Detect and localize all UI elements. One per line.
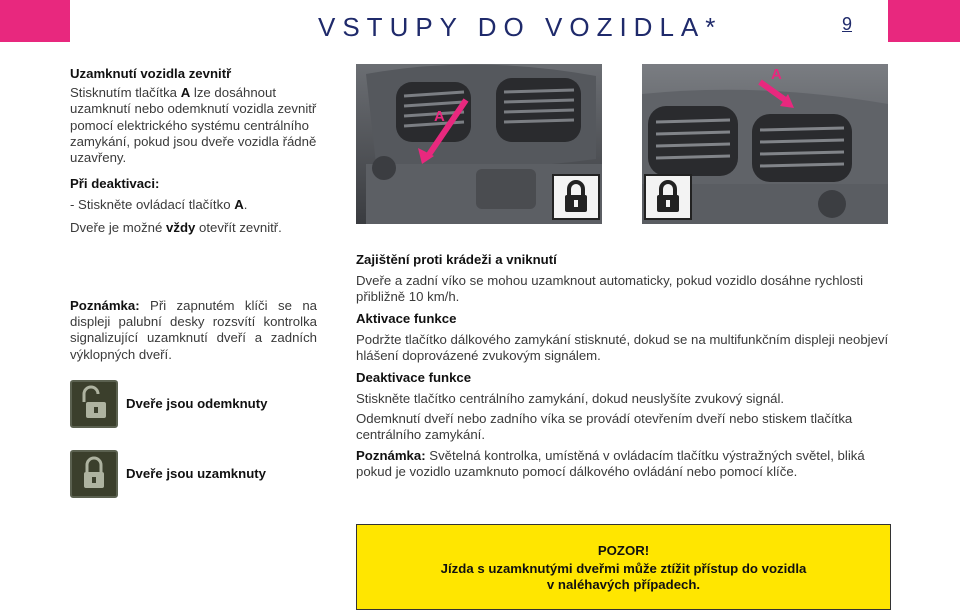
step-2-text-b: otevřít zevnitř. <box>199 219 282 235</box>
dashboard-photo-left <box>356 64 602 224</box>
lock-inside-paragraph <box>70 85 320 166</box>
deactivation-step-1 <box>70 197 320 213</box>
padlock-icon <box>646 176 690 218</box>
lock-button-left <box>552 174 600 220</box>
indicator-unlocked <box>70 380 118 428</box>
step-2-text-a: Dveře je možné <box>70 219 163 235</box>
note-left-text: Při zapnutém klíči se na displeji palubní desky rozsvítí kontrolka signalizující uzamknutí dveří a zadních výklopných dveří. <box>70 298 317 362</box>
step-2-bold: vždy <box>166 219 196 235</box>
locked-padlock-icon <box>72 452 116 496</box>
lock-inside-section <box>70 66 320 236</box>
lock-button-right <box>644 174 692 220</box>
lock-inside-heading: Uzamknutí vozidla zevnitř <box>70 66 232 81</box>
page-tab-right <box>888 0 960 42</box>
activation-text: Podržte tlačítko dálkového zamykání stisknuté, dokud se na multifunkčním displeji neobjeví hlášení doprovázené zvukovým signálem. <box>356 331 889 364</box>
indicator-unlocked-label: Dveře jsou odemknuty <box>126 396 268 411</box>
deactivation-step-2 <box>70 220 320 236</box>
lock-inside-text-1: Stisknutím tlačítka <box>70 85 178 101</box>
button-a-ref: A <box>180 85 191 101</box>
theft-protection-section <box>356 252 891 480</box>
deactivation-heading: Při deaktivaci: <box>70 176 160 192</box>
warning-line-2: v naléhavých případech. <box>546 577 701 592</box>
theft-heading: Zajištění proti krádeži a vniknutí <box>356 252 557 267</box>
page-number: 9 <box>842 14 853 34</box>
step-1-key: A <box>234 197 244 213</box>
theft-deactivation-text-1: Stiskněte tlačítko centrálního zamykání, dokud neuslyšíte zvukový signál. <box>356 391 785 407</box>
activation-heading: Aktivace funkce <box>356 310 457 326</box>
warning-line-1: Jízda s uzamknutými dveřmi může ztížit přístup do vozidla <box>440 561 807 576</box>
theft-text: Dveře a zadní víko se mohou uzamknout automaticky, pokud vozidlo dosáhne rychlosti přibližně 10 km/h. <box>356 273 864 305</box>
padlock-icon <box>554 176 598 218</box>
indicator-locked <box>70 450 118 498</box>
theft-deactivation-text-2: Odemknutí dveří nebo zadního víka se provádí otevřením dveří nebo stiskem tlačítka centrálního zamykání. <box>356 410 853 442</box>
page-title: VSTUPY DO VOZIDLA* <box>318 12 723 42</box>
dashboard-photo-right <box>642 64 888 224</box>
page-tab-left <box>0 0 70 42</box>
note-left-label: Poznámka: <box>70 298 140 313</box>
step-1-end: . <box>243 197 248 213</box>
theft-note-label: Poznámka: <box>356 448 426 464</box>
lock-inside-text-2: lze dosáhnout uzamknutí nebo odemknutí vozidla zevnitř pomocí elektrického systému centrálního zamykání, pokud jsou dveře vozidla řádně uzavřeny. <box>70 85 317 166</box>
theft-note-text: Světelná kontrolka, umístěná v ovládacím tlačítku výstražných světel, bliká pokud je vozidlo uzamknuto pomocí dálkového ovládání nebo pomocí klíče. <box>356 448 865 480</box>
warning-title: POZOR! <box>597 543 650 558</box>
unlocked-padlock-icon <box>72 382 116 426</box>
theft-deactivation-heading: Deaktivace funkce <box>356 370 472 386</box>
theft-note <box>356 448 891 480</box>
note-left <box>70 298 317 363</box>
warning-box <box>356 524 891 610</box>
indicator-locked-label: Dveře jsou uzamknuty <box>126 466 266 481</box>
callout-label-left: A <box>434 108 445 125</box>
step-1-text: - Stiskněte ovládací tlačítko <box>70 197 231 213</box>
callout-label-right: A <box>771 66 782 83</box>
